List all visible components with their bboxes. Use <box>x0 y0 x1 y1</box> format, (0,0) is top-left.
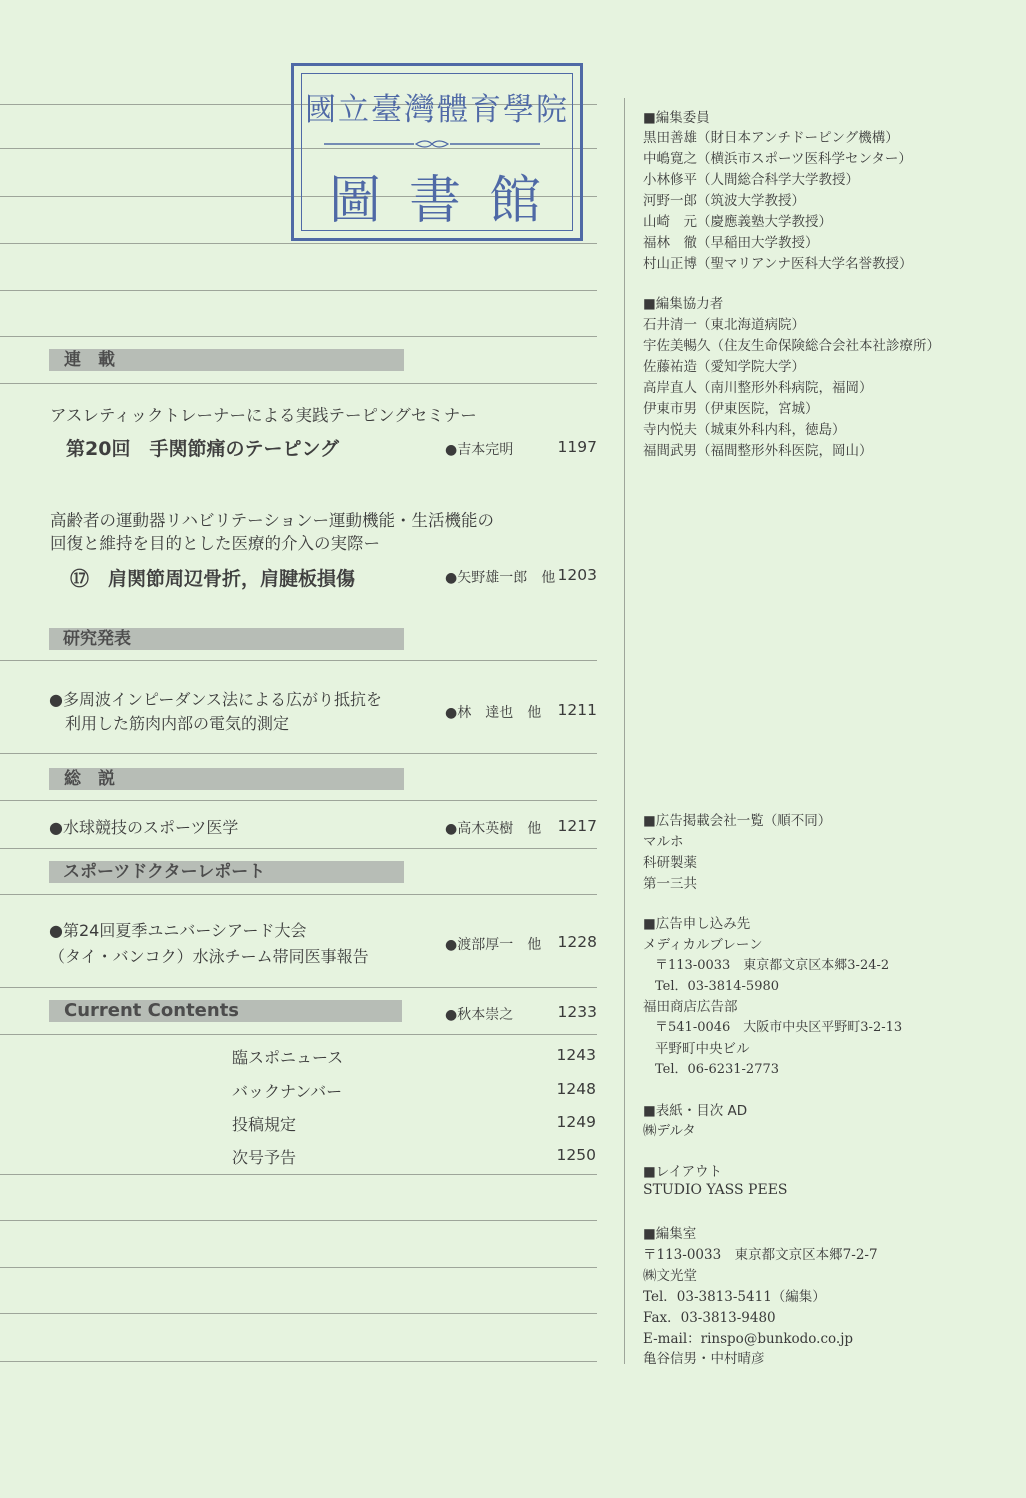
divider <box>0 894 597 895</box>
column-divider <box>624 98 625 1364</box>
section-header-review: 総 説 <box>49 768 404 790</box>
divider <box>0 1313 597 1314</box>
editorial-line: Tel．03-3813-5411（編集） <box>643 1289 826 1305</box>
misc-item-page: 1250 <box>556 1146 596 1164</box>
entry-page: 1217 <box>557 817 597 835</box>
editorial-heading: ■編集室 <box>643 1226 697 1242</box>
misc-item-page: 1249 <box>556 1113 596 1131</box>
stamp-top-text: 國立臺灣體育學院 <box>305 92 569 128</box>
misc-item-label[interactable]: 次号予告 <box>232 1148 297 1167</box>
ad-contact-line: 平野町中央ビル <box>655 1041 750 1057</box>
editorial-line: Fax．03-3813-9480 <box>643 1310 776 1326</box>
stamp-bottom-text: 圖書館 <box>328 171 569 231</box>
editor-name: 黒田善雄（財日本アンチドーピング機構） <box>643 130 899 146</box>
divider <box>0 1174 597 1175</box>
editor-name: 村山正博（聖マリアンナ医科大学名誉教授） <box>643 256 913 272</box>
ad-contact-line: 福田商店広告部 <box>643 999 738 1015</box>
collaborator-name: 寺内悦夫（城東外科内科，徳島） <box>643 422 846 438</box>
divider <box>0 1267 597 1268</box>
ad-contact-line: Tel．06-6231-2773 <box>655 1062 780 1077</box>
collaborators-heading: ■編集協力者 <box>643 296 724 312</box>
editorial-line: 亀谷信男・中村晴彦 <box>643 1351 765 1367</box>
entry-author: ●吉本完明 <box>445 442 514 458</box>
editorial-line: ㈱文光堂 <box>643 1268 697 1284</box>
misc-item-label[interactable]: 投稿規定 <box>232 1115 297 1134</box>
editor-name: 河野一郎（筑波大学教授） <box>643 193 805 209</box>
collaborator-name: 佐藤祐造（愛知学院大学） <box>643 359 805 375</box>
entry-author: ●高木英樹 他 <box>445 821 542 837</box>
section-header-research: 研究発表 <box>49 628 404 650</box>
editor-name: 福林 徹（早稲田大学教授） <box>643 235 819 251</box>
editors-heading: ■編集委員 <box>643 110 710 126</box>
entry-title[interactable]: ●第24回夏季ユニバーシアード大会 <box>49 921 307 940</box>
collaborator-name: 福間武男（福間整形外科医院，岡山） <box>643 443 873 459</box>
collaborator-name: 高岸直人（南川整形外科病院，福岡） <box>643 380 873 396</box>
advertiser-name: 科研製薬 <box>643 855 697 871</box>
divider <box>0 383 597 384</box>
ad-contact-line: メディカルブレーン <box>643 937 763 953</box>
divider <box>0 753 597 754</box>
entry-title[interactable]: ●多周波インピーダンス法による広がり抵抗を <box>49 690 383 709</box>
divider <box>0 800 597 801</box>
entry-series-title: 高齢者の運動器リハビリテーションー運動機能・生活機能の <box>50 511 495 530</box>
divider <box>0 336 597 337</box>
cover-heading: ■表紙・目次 AD <box>643 1103 748 1119</box>
collaborator-name: 伊東市男（伊東医院，宮城） <box>643 401 819 417</box>
entry-author: ●林 達也 他 <box>445 705 542 721</box>
entry-author: ●秋本崇之 <box>445 1007 514 1023</box>
collaborator-name: 宇佐美暢久（住友生命保険総合会社本社診療所） <box>643 338 940 354</box>
cover-credit: ㈱デルタ <box>643 1123 696 1139</box>
section-header-current-contents[interactable]: Current Contents <box>49 1000 402 1022</box>
ad-contact-line: Tel．03-3814-5980 <box>655 979 780 994</box>
entry-series-subtitle: 回復と維持を目的とした医療的介入の実際ー <box>50 534 380 553</box>
entry-title-continued: （タイ・バンコク）水泳チーム帯同医事報告 <box>49 947 369 966</box>
divider <box>0 987 597 988</box>
entry-title[interactable]: 第20回 手関節痛のテーピング <box>66 438 340 460</box>
divider <box>0 243 597 244</box>
library-stamp <box>291 63 583 241</box>
divider <box>0 848 597 849</box>
entry-title[interactable]: ●水球競技のスポーツ医学 <box>49 818 239 837</box>
divider <box>0 1220 597 1221</box>
ad-contact-heading: ■広告申し込み先 <box>643 916 751 932</box>
layout-credit: STUDIO YASS PEES <box>643 1182 788 1198</box>
entry-title[interactable]: ⑰ 肩関節周辺骨折，肩腱板損傷 <box>70 568 356 590</box>
editorial-email[interactable]: E-mail：rinspo@bunkodo.co.jp <box>643 1331 854 1347</box>
entry-page: 1228 <box>557 933 597 951</box>
misc-item-label[interactable]: 臨スポニュース <box>232 1048 344 1067</box>
editorial-line: 〒113-0033 東京都文京区本郷7-2-7 <box>643 1247 878 1263</box>
divider <box>0 290 597 291</box>
misc-item-page: 1243 <box>556 1046 596 1064</box>
misc-item-label[interactable]: バックナンバー <box>232 1082 343 1101</box>
ad-contact-line: 〒113-0033 東京都文京区本郷3-24-2 <box>655 958 890 973</box>
entry-title-continued: 利用した筋肉内部の電気的測定 <box>65 714 290 733</box>
entry-series-title: アスレティックトレーナーによる実践テーピングセミナー <box>50 406 477 425</box>
entry-page: 1211 <box>557 701 597 719</box>
divider <box>0 660 597 661</box>
divider <box>0 1361 597 1362</box>
advertiser-name: マルホ <box>643 834 684 850</box>
entry-page: 1233 <box>557 1003 597 1021</box>
editor-name: 中嶋寛之（横浜市スポーツ医科学センター） <box>643 151 912 167</box>
section-header-serial: 連 載 <box>49 349 404 371</box>
collaborator-name: 石井清一（東北海道病院） <box>643 317 805 333</box>
entry-author: ●渡部厚一 他 <box>445 937 542 953</box>
stamp-ornament-icon <box>324 140 540 148</box>
entry-author: ●矢野雄一郎 他 <box>445 570 556 586</box>
ad-contact-line: 〒541-0046 大阪市中央区平野町3-2-13 <box>655 1020 903 1035</box>
divider <box>0 1034 597 1035</box>
advertiser-name: 第一三共 <box>643 876 697 892</box>
layout-heading: ■レイアウト <box>643 1164 723 1180</box>
section-header-doctor-report: スポーツドクターレポート <box>49 861 404 883</box>
editor-name: 山崎 元（慶應義塾大学教授） <box>643 214 832 230</box>
misc-item-page: 1248 <box>556 1080 596 1098</box>
entry-page: 1203 <box>557 566 597 584</box>
entry-page: 1197 <box>557 438 597 456</box>
advertisers-heading: ■広告掲載会社一覧（順不同） <box>643 813 832 829</box>
editor-name: 小林修平（人間総合科学大学教授） <box>643 172 859 188</box>
